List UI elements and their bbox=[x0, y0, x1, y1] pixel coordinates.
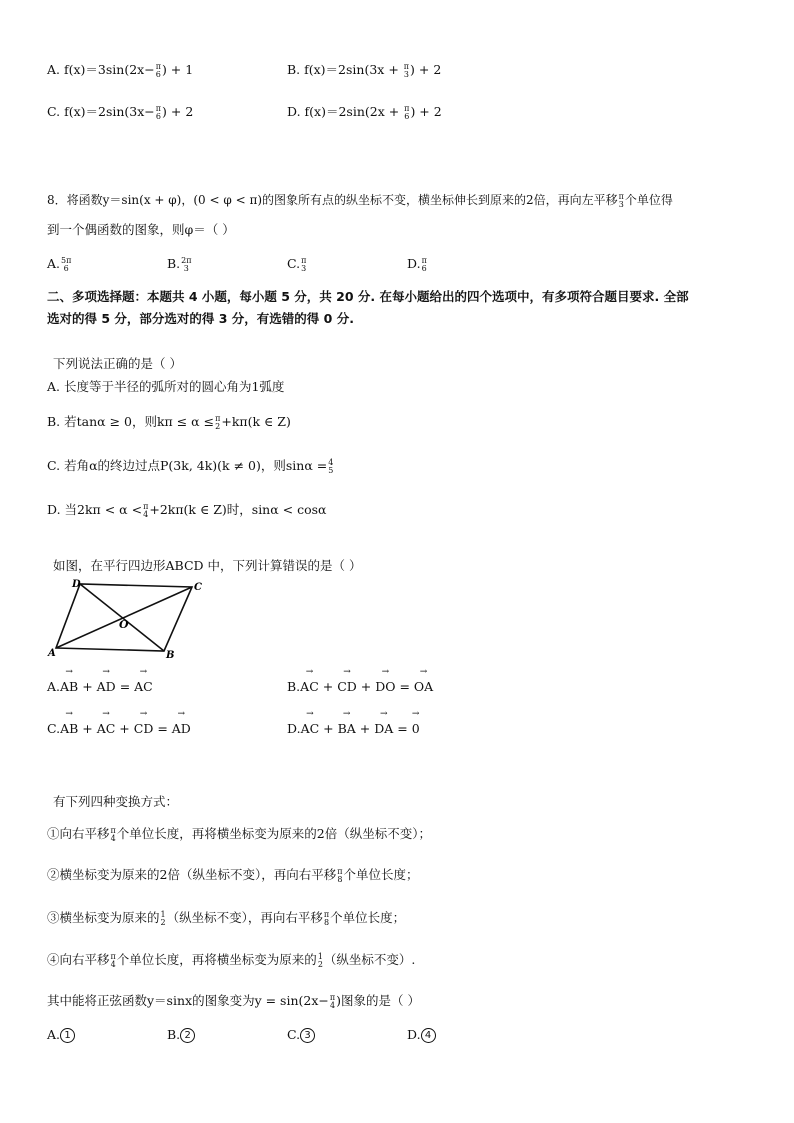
q11-option-d: D. 4 bbox=[407, 1027, 436, 1043]
q10-option-d: D.→ AC + → BA + → DA = → 0 bbox=[287, 721, 420, 737]
label-o: O bbox=[119, 618, 129, 631]
q8-option-b: B. 2π 3 bbox=[167, 255, 192, 273]
q7-option-d: D. f(x)＝2sin(2x + π 6 ) + 2 bbox=[287, 103, 442, 121]
q8-option-a: A. 5π 6 bbox=[47, 255, 72, 273]
circled-number: 2 bbox=[180, 1028, 195, 1043]
label-b: B bbox=[166, 650, 175, 658]
q10-option-c: C.→ AB + → AC + → CD = → AD bbox=[47, 721, 191, 737]
circled-number: 1 bbox=[60, 1028, 75, 1043]
q11-method-3: ③横坐标变为原来的 1 2 （纵坐标不变），再向右平移 π 8 个单位长度； bbox=[47, 909, 406, 927]
q11-option-b: B. 2 bbox=[167, 1027, 195, 1043]
label-d: D bbox=[72, 579, 81, 590]
q9-option-c: C. 若角α的终边过点P(3k, 4k)(k ≠ 0)，则sinα = 4 5 bbox=[47, 457, 334, 475]
q10-stem: 如图，在平行四边形ABCD 中，下列计算错误的是（ ） bbox=[53, 558, 362, 573]
q7-option-a: A. f(x)＝3sin(2x− π 6 ) + 1 bbox=[47, 61, 194, 79]
q11-option-a: A. 1 bbox=[47, 1027, 75, 1043]
circled-number: 4 bbox=[421, 1028, 436, 1043]
q8-stem-line1: 8．将函数y＝sin(x + φ)，(0 < φ < π)的图象所有点的纵坐标不变，横坐标伸长到原来的2倍，再向左平移 π 3 个单位得 bbox=[47, 191, 673, 209]
q11-method-1: ①向右平移 π 4 个单位长度，再将横坐标变为原来的2倍（纵坐标不变）； bbox=[47, 825, 432, 843]
circled-number: 3 bbox=[300, 1028, 315, 1043]
section-heading-line1: 二、多项选择题：本题共 4 小题，每小题 5 分，共 20 分. 在每小题给出的四个选项中，有多项符合题目要求. 全部 bbox=[47, 289, 689, 304]
label-c: C bbox=[194, 582, 202, 593]
q11-method-2: ②横坐标变为原来的2倍（纵坐标不变），再向右平移 π 8 个单位长度； bbox=[47, 866, 419, 884]
q9-option-d: D. 当2kπ < α < π 4 +2kπ(k ∈ Z)时，sinα < cosα bbox=[47, 501, 327, 519]
q11-question: 其中能将正弦函数y＝sinx的图象变为y = sin(2x− π 4 )图象的是（ ） bbox=[47, 992, 420, 1010]
section-heading-line2: 选对的得 5 分，部分选对的得 3 分，有选错的得 0 分. bbox=[47, 311, 354, 326]
q7-option-c: C. f(x)＝2sin(3x− π 6 ) + 2 bbox=[47, 103, 194, 121]
q8-option-c: C. π 3 bbox=[287, 255, 307, 273]
q11-option-c: C. 3 bbox=[287, 1027, 315, 1043]
q10-option-a: A.→ AB + → AD = → AC bbox=[47, 679, 153, 695]
q9-option-a: A. 长度等于半径的弧所对的圆心角为1弧度 bbox=[47, 379, 285, 394]
parallelogram-figure bbox=[44, 578, 204, 658]
q8-stem-line2: 到一个偶函数的图象，则φ＝（ ） bbox=[47, 222, 235, 237]
label-a: A bbox=[48, 648, 56, 658]
q10-option-b: B.→ AC + → CD + → DO = → OA bbox=[287, 679, 433, 695]
q7-option-b: B. f(x)＝2sin(3x + π 3 ) + 2 bbox=[287, 61, 442, 79]
q11-method-4: ④向右平移 π 4 个单位长度，再将横坐标变为原来的 1 2 （纵坐标不变）. bbox=[47, 951, 416, 969]
q9-stem: 下列说法正确的是（ ） bbox=[53, 356, 182, 371]
q11-stem: 有下列四种变换方式： bbox=[53, 794, 179, 809]
q9-option-b: B. 若tanα ≥ 0，则kπ ≤ α ≤ π 2 +kπ(k ∈ Z) bbox=[47, 413, 291, 431]
q8-option-d: D. π 6 bbox=[407, 255, 427, 273]
